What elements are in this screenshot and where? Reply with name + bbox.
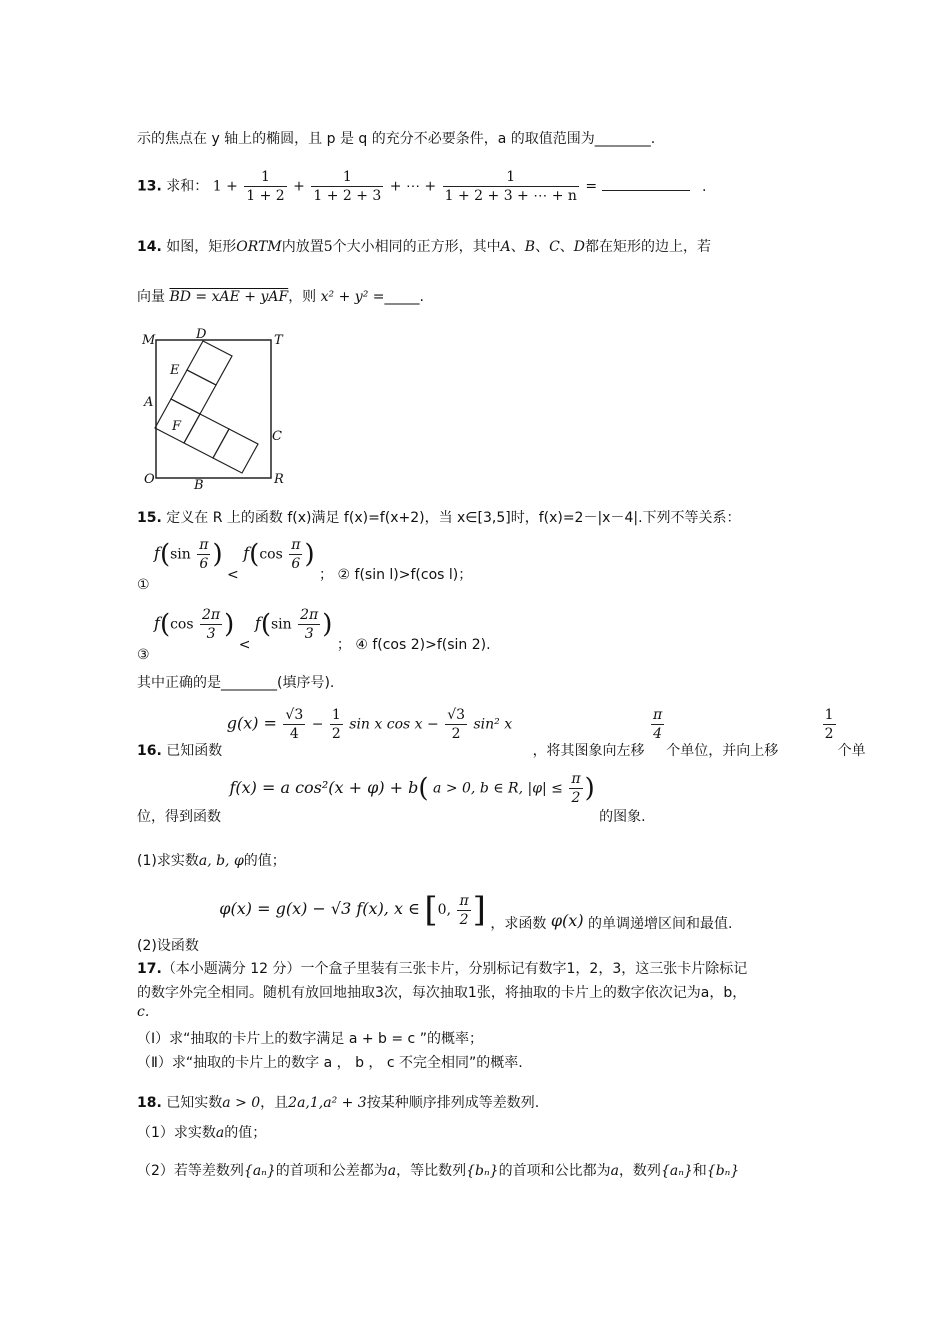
label-M: M	[142, 333, 156, 348]
problem-17-part-1: （Ⅰ）求“抽取的卡片上的数字满足 a + b = c ”的概率；	[137, 1031, 483, 1047]
label-T: T	[274, 333, 283, 348]
p17-l1: （本小题满分 12 分）一个盒子里装有三张卡片，分别标记有数字1，2，3，这三张卡片除标记	[161, 961, 748, 977]
sum-term-2-den: 1 + 2 + 3	[313, 188, 382, 204]
problem-12-tail: 示的焦点在 y 轴上的椭圆，且 p 是 q 的充分不必要条件，a 的取值范围为________.	[137, 131, 656, 147]
up-num: 1	[824, 707, 834, 723]
g-minus: −	[311, 716, 324, 733]
i3-left-den: 3	[206, 626, 216, 642]
p18-q1-b: 的值；	[224, 1125, 267, 1141]
phi-fn: φ(x)	[550, 911, 584, 930]
problem-16-line-1	[137, 706, 866, 759]
g-f3-den: 2	[451, 726, 461, 742]
p18-q2-e: ，数列	[618, 1163, 661, 1179]
target-expression: x² + y² =	[320, 289, 385, 305]
point-C: C	[549, 239, 560, 255]
p15-text: 定义在 R 上的函数 f(x)满足 f(x)=f(x+2)，当 x∈[3,5]时，f(x)=2－|x－4|.下列不等关系：	[166, 510, 741, 526]
sum-term-2	[311, 168, 383, 205]
sum-term-2-num: 1	[311, 168, 383, 187]
g-f2-num: 1	[331, 707, 341, 723]
g-f1-num: √3	[285, 707, 304, 723]
p18-condition: a > 0	[222, 1095, 261, 1111]
sep-2: 、	[535, 239, 550, 255]
q2-text-a: (2)设函数	[137, 938, 199, 954]
problem-14-line-1	[137, 236, 711, 256]
i1-left-num: π	[199, 537, 209, 553]
q1-text-a: (1)求实数	[137, 853, 199, 869]
p16-l2-b: 的图象.	[599, 808, 646, 825]
p14-text-b: 内放置	[281, 239, 324, 255]
shift-text-c: 个单	[837, 742, 866, 759]
answer-blank-13	[602, 190, 690, 191]
f-cond-num: π	[571, 771, 581, 787]
square-1	[187, 341, 232, 385]
p18-q2-var-1: a	[387, 1163, 397, 1179]
squares-in-rectangle-figure	[140, 326, 290, 492]
sum-equals: =	[585, 178, 598, 195]
i1-right-fn: cos	[259, 546, 283, 563]
sum-term-1-num: 1	[244, 168, 286, 187]
point-A: A	[500, 239, 511, 255]
problem-17-number: 17.	[137, 961, 162, 977]
p18-q2-f: 和	[692, 1163, 707, 1179]
up-den: 2	[824, 726, 834, 742]
square-count: 5	[323, 239, 333, 255]
shift-text-a: ，将其图象向左移	[532, 742, 645, 759]
problem-16-q2: (2)设函数 φ(x) = g(x) − √3 f(x), x ∈ [0, $\frac{\pi}{2}$ ] ，求函数 φ(x) 的单调递增区间和最值.	[137, 890, 733, 954]
label-R: R	[274, 472, 284, 487]
p18-l1-b: ，且	[260, 1095, 289, 1111]
shift-den: 4	[653, 726, 663, 742]
problem-15-conclusion: 其中正确的是________(填序号).	[137, 675, 335, 691]
choice-4-text: f(cos 2)>f(sin 2).	[372, 636, 491, 653]
g-tail: sin² x	[473, 716, 513, 733]
i3-right-den: 3	[304, 626, 314, 642]
point-D: D	[573, 239, 586, 255]
p18-q2-var-2: a	[610, 1163, 619, 1179]
i3-left-num: 2π	[202, 607, 221, 623]
choice-2-mark: ②	[337, 566, 351, 583]
label-B: B	[194, 478, 204, 492]
problem-14-line-2	[137, 286, 424, 306]
f-condition: a > 0, b ∈ R, |φ| ≤	[433, 780, 563, 797]
problem-13-number: 13.	[137, 178, 162, 195]
i1-left-den: 6	[199, 556, 209, 572]
problem-18-line-1	[137, 1092, 539, 1112]
label-E: E	[170, 363, 180, 378]
p18-q2-b: 的首项和公差都为	[275, 1163, 388, 1179]
q2-text-b: ，求函数	[490, 916, 547, 932]
p16-label: 已知函数	[166, 742, 223, 759]
p14-text-a: 如图，矩形	[166, 239, 237, 255]
point-B: B	[524, 239, 536, 255]
problem-16-line-2: 位，得到函数 f(x) = a cos²(x + φ) + b( a > 0, b ∈ R, |φ| ≤ $\frac{\pi}{2}$ ) 的图象.	[137, 771, 646, 825]
q1-text-b: 的值；	[243, 853, 286, 869]
q2-text-c: 的单调递增区间和最值.	[588, 916, 733, 932]
f-definition: f(x) = a cos²(x + φ) + b	[229, 777, 419, 797]
seq-a-n-2: {aₙ}	[660, 1163, 693, 1179]
g-lhs: g(x) =	[226, 713, 277, 733]
p18-sequence: 2a,1,a² + 3	[288, 1095, 367, 1111]
sep-3: 、	[559, 239, 574, 255]
g-f2-den: 2	[331, 726, 341, 742]
problem-13: 13. 求和： 1 + $\frac{1}{1 + 2}$ + $\frac{1}{1 + 2 + 3}$ + ⋯ + $\frac{1}{1 + 2 + 3 + \cdots + n}$ = .	[137, 169, 707, 204]
square-4	[184, 414, 229, 458]
sum-term-n-den: 1 + 2 + 3 + ⋯ + n	[444, 188, 577, 204]
choice-4-mark: ④	[355, 636, 368, 653]
sum-dots: + ⋯ +	[389, 178, 437, 195]
label-F: F	[172, 419, 182, 434]
i1-right-num: π	[291, 537, 301, 553]
p16-l2-a: 位，得到函数	[137, 808, 221, 825]
p14-answer-blank: _____.	[384, 289, 424, 305]
p14-text-e: 向量	[137, 289, 165, 305]
problem-16-q1	[137, 850, 286, 870]
problem-17-line-2: 的数字外完全相同。随机有放回地抽取3次，每次抽取1张，将抽取的卡片上的数字依次记为a，b，	[137, 985, 747, 1001]
label-D: D	[196, 327, 207, 342]
problem-17-line-3: c.	[137, 1004, 150, 1020]
interval-start: 0,	[437, 902, 452, 918]
i1-less-than: <	[227, 566, 239, 583]
p14-text-d: 都在矩形的边上，若	[585, 239, 712, 255]
q1-vars: a, b, φ	[198, 853, 244, 869]
interval-num: π	[459, 892, 469, 909]
g-mid: sin x cos x −	[349, 716, 439, 733]
interval-den: 2	[459, 911, 469, 928]
sum-term-n-num: 1	[443, 168, 579, 187]
i1-left-fn: sin	[170, 546, 191, 563]
i3-semicolon: ；	[336, 636, 351, 653]
i1-right-den: 6	[291, 556, 301, 572]
problem-18-number: 18.	[137, 1095, 162, 1111]
problem-15-statement	[137, 507, 741, 527]
g-f3-num: √3	[447, 707, 466, 723]
i3-right-num: 2π	[300, 607, 319, 623]
choice-1-mark: ①	[137, 576, 150, 593]
p18-q1-var: a	[215, 1125, 225, 1141]
i3-left-fn: cos	[170, 616, 194, 633]
seq-b-n: {bₙ}	[466, 1163, 499, 1179]
p14-text-c: 个大小相同的正方形，其中	[332, 239, 501, 255]
p18-l1-a: 已知实数	[166, 1095, 223, 1111]
p18-q1-a: （1）求实数	[137, 1125, 216, 1141]
p18-q2-a: （2）若等差数列	[137, 1163, 244, 1179]
label-C: C	[272, 429, 282, 444]
i3-right-fn: sin	[271, 616, 292, 633]
shift-num: π	[653, 707, 663, 723]
problem-15-row-1: ① f(sin $\frac{\pi}{6}$ ) < f(cos $\frac{\pi}{6}$ ) ； ② f(sin l)>f(cos l)；	[137, 537, 473, 593]
choice-3-mark: ③	[137, 646, 150, 663]
g-f1-den: 4	[289, 726, 299, 742]
seq-a-n: {aₙ}	[243, 1163, 276, 1179]
vector-equation: BD = xAE + yAF	[169, 289, 289, 305]
p14-text-f: ，则	[288, 289, 317, 305]
p18-q2-d: 的首项和公比都为	[498, 1163, 611, 1179]
f-cond-den: 2	[571, 790, 581, 806]
sum-term-1-den: 1 + 2	[246, 188, 285, 204]
problem-18-q2	[137, 1160, 739, 1180]
i3-less-than: <	[238, 636, 251, 653]
p18-l1-c: 按某种顺序排列成等差数列.	[366, 1095, 540, 1111]
problem-15-number: 15.	[137, 510, 162, 526]
problem-13-label: 求和：	[166, 178, 209, 195]
problem-17-part-2: （Ⅱ）求“抽取的卡片上的数字 a ， b ， c 不完全相同”的概率.	[137, 1055, 523, 1071]
sum-term-n	[443, 168, 579, 205]
choice-2-text: f(sin l)>f(cos l)；	[354, 566, 473, 583]
problem-17-line-1	[137, 958, 747, 978]
problem-15-row-2: ③ f(cos $\frac{2\pi}{3}$ ) < f(sin $\frac{2\pi}{3}$ ) ； ④ f(cos 2)>f(sin 2).	[137, 607, 491, 663]
shift-text-b: 个单位，并向上移	[666, 742, 779, 759]
sum-period: .	[701, 178, 707, 195]
square-5	[213, 429, 258, 473]
i1-semicolon: ；	[319, 566, 334, 583]
p18-q2-c: ，等比数列	[396, 1163, 467, 1179]
problem-14-number: 14.	[137, 239, 162, 255]
label-O: O	[144, 472, 155, 487]
sep-1: 、	[510, 239, 525, 255]
problem-18-q1	[137, 1122, 266, 1142]
problem-16-number: 16.	[137, 742, 162, 759]
label-A: A	[144, 395, 154, 410]
sum-lead: 1 +	[212, 178, 238, 195]
seq-b-n-2: {bₙ}	[706, 1163, 740, 1179]
phi-definition: φ(x) = g(x) − √3 f(x), x ∈	[219, 899, 420, 918]
rect-name: ORTM	[236, 239, 282, 255]
sum-term-1	[244, 168, 286, 205]
